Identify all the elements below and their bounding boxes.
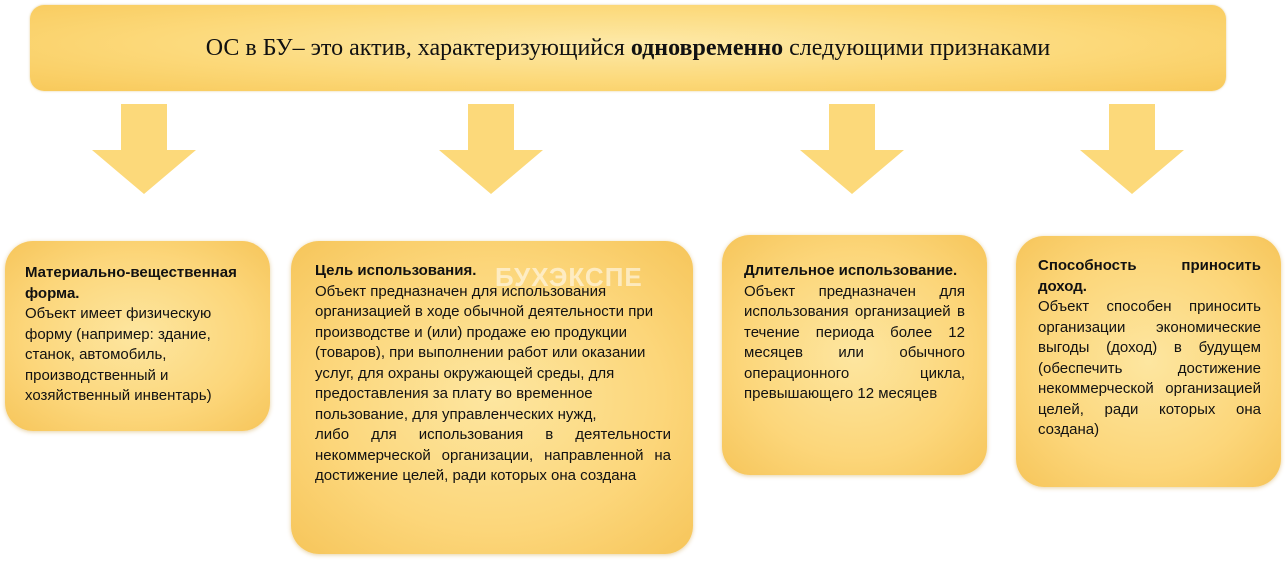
card-title: Цель использования.	[315, 262, 477, 279]
down-arrow-icon	[439, 104, 543, 194]
card-purpose-of-use	[291, 241, 693, 554]
header-box	[30, 5, 1226, 91]
down-arrow-icon	[800, 104, 904, 194]
card-body: Объект имеет физическую форму (например: здание, станок, автомобиль, производственный и хозяйственный инвентарь)	[25, 305, 212, 404]
card-title: Длительное использование.	[744, 262, 958, 279]
card-title: Материально-вещественная форма.	[25, 264, 237, 302]
card-body: Объект предназначен для использования организацией в течение периода более 12 месяцев или обычного операционного цикла, превышающего 12 месяцев	[744, 282, 965, 402]
header-emphasis: одновременно	[630, 34, 784, 61]
card-income-capability	[1016, 236, 1281, 487]
card-body-continuation: либо для использования в деятельности некоммерческой организации, направленной на достижение целей, ради которых она создана	[315, 426, 671, 484]
header-prefix: ОС в БУ– это актив, характеризующийся	[205, 34, 631, 61]
card-body: Объект способен приносить организации экономические выгоды (доход) в будущем (обеспечить достижение некоммерческой организацией целей, ради которых она создана)	[1038, 298, 1261, 438]
card-long-term-use	[722, 235, 987, 475]
card-title: Способность приносить доход.	[1038, 257, 1261, 295]
card-body: Объект предназначен для использования организацией в ходе обычной деятельности при производстве и (или) продаже ею продукции (товаров), при выполнении работ или оказании услуг, для охраны окружающей среды, для предоставления за плату во временное пользование, для управленческих нужд,	[315, 282, 654, 423]
card-material-form	[5, 241, 270, 431]
header-text	[206, 35, 1051, 62]
down-arrow-icon	[92, 104, 196, 194]
header-suffix: следующими признаками	[783, 34, 1051, 61]
watermark-logo: БУХЭКСПЕ	[495, 262, 643, 292]
down-arrow-icon	[1080, 104, 1184, 194]
